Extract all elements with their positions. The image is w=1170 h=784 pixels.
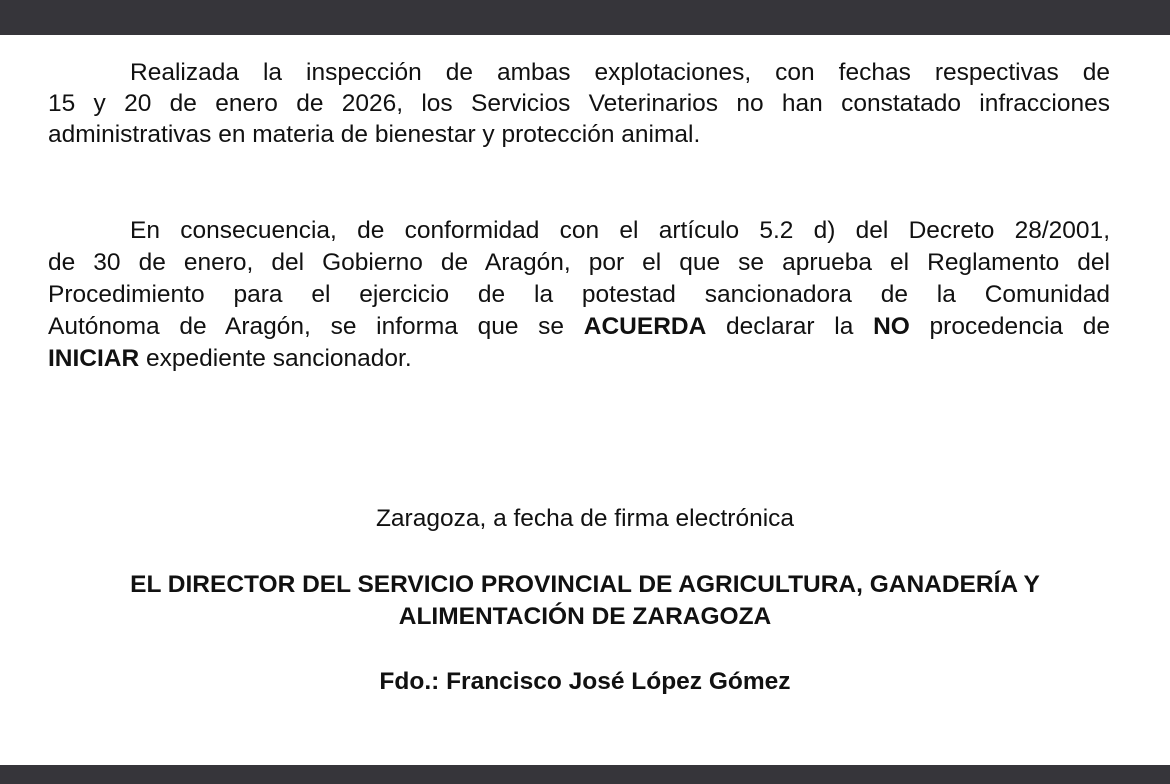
text-segment: declarar la [706, 313, 874, 340]
paragraph-inspection [48, 57, 1110, 150]
text-segment: 15 y 20 de enero de 2026, los Servicios Veterinarios no han constatado infracciones [48, 90, 1110, 117]
text-segment: procedencia de [909, 313, 1110, 340]
text-segment: expediente sancionador. [139, 345, 412, 372]
text-segment: Procedimiento para el ejercicio de la potestad sancionadora de la Comunidad [48, 281, 1110, 308]
viewer-top-bar [0, 0, 1170, 35]
bold-text: INICIAR [48, 345, 140, 372]
text-line [48, 279, 1110, 311]
text-line [48, 343, 1110, 375]
text-segment: Autónoma de Aragón, se informa que se [48, 313, 584, 340]
viewer-bottom-bar [0, 765, 1170, 784]
paragraph-resolution [48, 215, 1110, 375]
text-segment: En consecuencia, de conformidad con el artículo 5.2 d) del Decreto 28/2001, [130, 217, 1110, 244]
signatory-title-line1: EL DIRECTOR DEL SERVICIO PROVINCIAL DE AGRICULTURA, GANADERÍA Y [130, 571, 1040, 598]
bold-text: NO [873, 313, 910, 340]
text-line [48, 88, 1110, 119]
text-line [48, 247, 1110, 279]
signatory-title [0, 569, 1170, 633]
signature: Fdo.: Francisco José López Gómez [379, 668, 791, 695]
text-line [48, 57, 1110, 88]
text-segment: Realizada la inspección de ambas explotaciones, con fechas respectivas de [130, 59, 1110, 86]
signatory-title-line2: ALIMENTACIÓN DE ZARAGOZA [398, 603, 772, 630]
text-line [48, 119, 1110, 150]
text-line [48, 311, 1110, 343]
text-line [48, 215, 1110, 247]
text-segment: administrativas en materia de bienestar y protección animal. [48, 121, 701, 148]
text-segment: de 30 de enero, del Gobierno de Aragón, por el que se aprueba el Reglamento del [48, 249, 1110, 276]
bold-text: ACUERDA [583, 313, 707, 340]
place-date: Zaragoza, a fecha de firma electrónica [375, 505, 795, 532]
